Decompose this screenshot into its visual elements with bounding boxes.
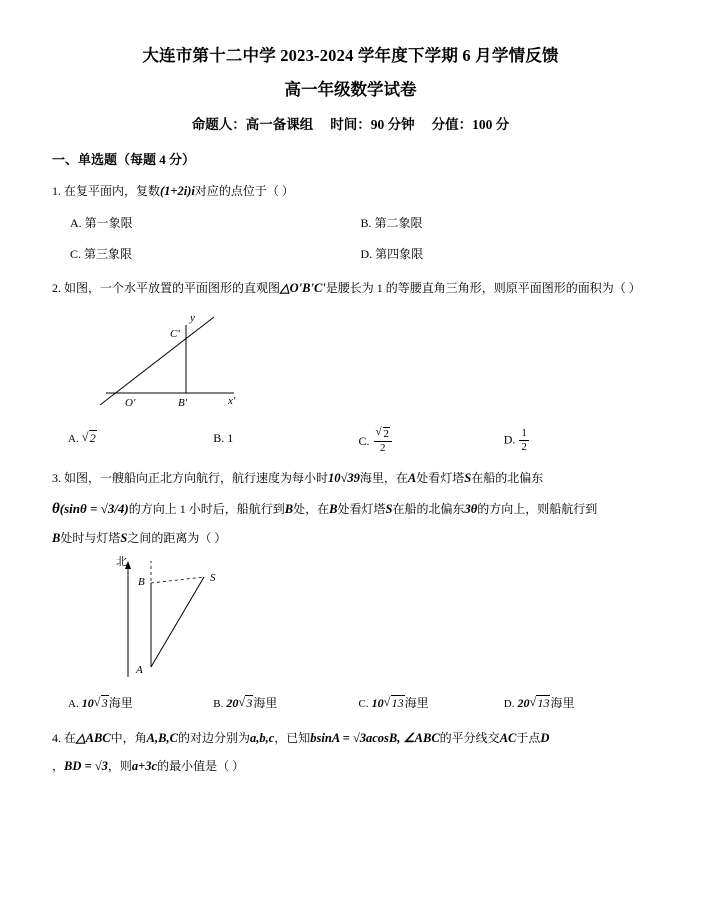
- question-4-text-f: 于点: [516, 730, 541, 745]
- meta-author: 命题人：高一备课组: [191, 117, 314, 133]
- svg-text:北: 北: [116, 556, 127, 569]
- question-3-text-e: 的方向上 1 小时后，船航行到: [128, 501, 285, 516]
- option-C-coef: 10: [371, 696, 384, 711]
- question-3-point-S3: S: [120, 531, 128, 546]
- question-2: [52, 277, 649, 455]
- question-3-text-c: 处看灯塔: [416, 471, 465, 486]
- question-3-text-b: 海里，在: [359, 471, 408, 486]
- option-D-label: D.: [503, 432, 516, 447]
- question-3-text-line2: [52, 495, 649, 524]
- question-4-sides: a,b,c: [249, 730, 275, 745]
- option-C-value: √ $\frac{2}{2}$: [374, 427, 393, 455]
- question-3-sin-condition: (sinθ = √3/4): [59, 500, 129, 516]
- svg-text:A: A: [136, 664, 143, 677]
- question-3-point-S2: S: [385, 501, 393, 516]
- option-D-label: D.: [360, 246, 373, 261]
- question-4-text-c: 的对边分别为: [177, 730, 250, 745]
- question-4-text-line2: [52, 755, 649, 779]
- exam-paper-page: [0, 44, 701, 921]
- svg-text:B: B: [138, 576, 145, 589]
- option-B-label: B.: [213, 698, 224, 711]
- figure-oblique-axonometric-triangle: [82, 305, 649, 420]
- option-B-text: 第二象限: [374, 215, 423, 230]
- option-A-radical: √ 3: [94, 692, 109, 715]
- section-heading: 一、单选题（每题 4 分）: [52, 152, 196, 168]
- option-C-unit: 海里: [404, 696, 429, 711]
- question-3-point-S: S: [464, 471, 472, 486]
- question-3-text-j: 处时与灯塔: [60, 531, 121, 546]
- question-1-options-row-2: [68, 243, 649, 266]
- option-A-label: A.: [68, 433, 79, 446]
- question-3-speed: 10√39: [328, 471, 360, 486]
- question-3-text-f: 处，在: [293, 501, 330, 516]
- option-C-text: 第三象限: [84, 246, 133, 261]
- option-C-label: C.: [358, 434, 370, 449]
- question-4-text-h: ，则: [107, 758, 132, 773]
- question-4-triangle: △ABC: [76, 730, 111, 745]
- option-A[interactable]: [68, 692, 213, 715]
- question-1-expression: (1+2i)i: [160, 184, 195, 199]
- question-4-text-a: 在: [64, 730, 77, 745]
- svg-text:x': x': [228, 395, 236, 408]
- question-2-text: [52, 277, 649, 301]
- question-2-options: [68, 427, 649, 455]
- svg-text:y: y: [190, 312, 195, 325]
- question-3: [52, 467, 649, 715]
- option-D[interactable]: [359, 243, 650, 266]
- question-2-text-b: 是腰长为 1 的等腰直角三角形，则原平面图形的面积为（ ）: [325, 281, 641, 296]
- option-B-radical: √ 3: [238, 692, 253, 715]
- option-A-value: √ 2: [82, 427, 97, 450]
- question-3-point-B: B: [284, 501, 294, 516]
- question-4-number: 4.: [52, 730, 61, 745]
- page-title: 大连市第十二中学 2023-2024 学年度下学期 6 月学情反馈: [142, 46, 559, 65]
- question-3-theta: θ: [52, 500, 60, 517]
- question-3-point-B3: B: [52, 531, 61, 546]
- question-4-text: [52, 727, 649, 751]
- option-B-value: 1: [227, 431, 234, 446]
- option-A-text: 第一象限: [84, 215, 133, 230]
- question-1: [52, 180, 649, 265]
- question-3-options: [68, 692, 649, 715]
- option-B-coef: 20: [226, 696, 239, 711]
- option-C-label: C.: [358, 698, 369, 711]
- question-3-text-a: 如图，一艘船向正北方向航行，航行速度为每小时: [64, 471, 329, 486]
- question-4-point-D: D: [540, 730, 550, 745]
- option-A-label: A.: [70, 215, 82, 230]
- question-1-text-a: 在复平面内，复数: [64, 184, 161, 199]
- option-B[interactable]: [359, 212, 650, 235]
- question-4-text-d: ，已知: [274, 730, 311, 745]
- option-D[interactable]: [504, 427, 649, 455]
- option-C-radical: √ 13: [384, 692, 405, 715]
- option-B-unit: 海里: [253, 696, 278, 711]
- question-4-text-g: ，: [52, 758, 65, 773]
- question-4-text-b: 中，角: [110, 730, 147, 745]
- question-1-text-b: 对应的点位于（ ）: [194, 184, 294, 199]
- option-D-value: $\frac{1}{2}$: [521, 427, 527, 453]
- question-3-text-g: 处看灯塔: [337, 501, 386, 516]
- option-A[interactable]: [68, 212, 359, 235]
- question-3-number: 3.: [52, 471, 61, 486]
- option-D-label: D.: [503, 698, 515, 711]
- question-3-text-line3: [52, 527, 649, 551]
- option-A[interactable]: [68, 427, 213, 455]
- question-4-angles: A,B,C: [146, 730, 178, 745]
- option-B[interactable]: [213, 427, 358, 455]
- question-4-BD: BD = √3: [64, 758, 108, 773]
- question-4-text-i: 的最小值是（ ）: [157, 758, 245, 773]
- svg-text:O': O': [125, 397, 136, 410]
- option-C[interactable]: [359, 692, 504, 715]
- svg-text:C': C': [170, 328, 180, 341]
- question-4-text-e: 的平分线交: [439, 730, 500, 745]
- exam-meta: [0, 113, 701, 133]
- option-D-unit: 海里: [550, 696, 575, 711]
- page-subtitle: 高一年级数学试卷: [284, 80, 417, 100]
- question-3-text-k: 之间的距离为（ ）: [127, 531, 227, 546]
- option-A-coef: 10: [81, 696, 94, 711]
- meta-score: 分值：100 分: [431, 117, 510, 133]
- question-3-text: [52, 467, 649, 491]
- question-2-expression: △O'B'C': [280, 281, 326, 296]
- question-1-options-row-1: [68, 212, 649, 235]
- question-3-text-h: 在船的北偏东: [392, 501, 465, 516]
- option-D[interactable]: [504, 692, 649, 715]
- question-4-equation: bsinA = √3acosB, ∠ABC: [310, 730, 440, 745]
- question-3-point-A: A: [407, 471, 417, 486]
- svg-text:B': B': [178, 397, 188, 410]
- question-4: [52, 727, 649, 779]
- option-A-label: A.: [68, 698, 79, 711]
- figure-ship-lighthouse-bearing: [104, 555, 649, 685]
- question-1-text: [52, 180, 649, 204]
- option-D-text: 第四象限: [375, 246, 424, 261]
- option-D-radical: √ 13: [529, 692, 550, 715]
- question-2-number: 2.: [52, 281, 61, 296]
- option-C[interactable]: [359, 427, 504, 455]
- question-3-text-d: 在船的北偏东: [471, 471, 544, 486]
- question-2-text-a: 如图，一个水平放置的平面图形的直观图: [64, 281, 281, 296]
- question-4-min-expr: a+3c: [131, 758, 158, 773]
- option-B-label: B.: [360, 215, 372, 230]
- question-3-text-i: 的方向上，则船航行到: [477, 501, 598, 516]
- option-A-unit: 海里: [108, 696, 133, 711]
- question-3-three-theta: 3θ: [464, 501, 478, 516]
- option-B[interactable]: [213, 692, 358, 715]
- option-B-label: B.: [213, 431, 225, 446]
- meta-time: 时间：90 分钟: [330, 117, 415, 133]
- question-3-point-B2: B: [329, 501, 338, 516]
- option-C-label: C.: [70, 246, 82, 261]
- option-D-coef: 20: [517, 696, 530, 711]
- question-4-segment-AC: AC: [499, 730, 517, 745]
- svg-text:S: S: [210, 572, 216, 585]
- question-1-number: 1.: [52, 184, 61, 199]
- option-C[interactable]: [68, 243, 359, 266]
